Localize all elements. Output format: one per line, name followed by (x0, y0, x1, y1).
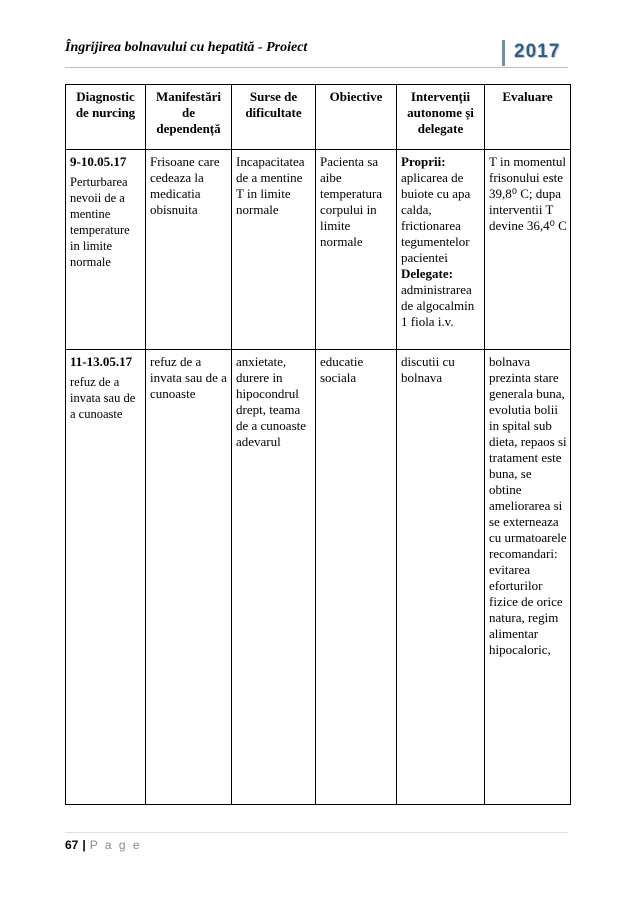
column-header-evaluare: Evaluare (485, 85, 571, 150)
interventii-text: discutii cu bolnava (401, 354, 455, 385)
interventii-delegate-label: Delegate: (401, 266, 453, 281)
cell-surse (232, 350, 316, 805)
evaluare-text: bolnava prezinta stare generala buna, evolutia bolii in spital sub dieta, repaos si tratament este buna, se obtine ameliorarea si se externeaza cu urmatoarele recomandari: evitarea eforturilor fizice de orice natura, regim alimentar hipocaloric, (489, 354, 567, 657)
cell-evaluare (485, 350, 571, 805)
page-number: 67 (65, 838, 79, 852)
table-header-row (66, 85, 571, 150)
interventii-proprii-text: aplicarea de buiote cu apa calda, frictionarea tegumentelor pacientei (401, 170, 471, 265)
surse-text: Incapacitatea de a mentine T in limite normale (236, 154, 305, 217)
cell-obiective (316, 150, 397, 350)
column-header-obiective: Obiective (316, 85, 397, 150)
page-label: P a g e (89, 838, 142, 852)
document-header-title: Îngrijirea bolnavului cu hepatită - Proiect (65, 40, 308, 55)
cell-evaluare (485, 150, 571, 350)
header-year: 2017 (514, 41, 561, 62)
cell-diagnostic (66, 350, 146, 805)
page-footer (65, 838, 142, 852)
manifestari-text: refuz de a invata sau de a cunoaste (150, 354, 227, 401)
cell-diagnostic (66, 150, 146, 350)
nursing-care-table (65, 84, 571, 805)
footer-separator: | (82, 838, 86, 852)
diagnostic-text: refuz de a invata sau de a cunoaste (70, 375, 136, 421)
header-year-badge (502, 38, 560, 64)
header-year-accent-bar (502, 40, 505, 66)
column-header-diagnostic: Diagnostic de nurcing (66, 85, 146, 150)
cell-manifestari (146, 350, 232, 805)
column-header-surse: Surse de dificultate (232, 85, 316, 150)
cell-interventii (397, 150, 485, 350)
cell-obiective (316, 350, 397, 805)
column-header-manifestari: Manifestări de dependență (146, 85, 232, 150)
interventii-delegate-text: administrarea de algocalmin 1 fiola i.v. (401, 282, 475, 329)
column-header-interventii: Intervenții autonome și delegate (397, 85, 485, 150)
diagnostic-text: Perturbarea nevoii de a mentine temperature in limite normale (70, 175, 130, 269)
manifestari-text: Frisoane care cedeaza la medicatia obisnuita (150, 154, 220, 217)
obiective-text: Pacienta sa aibe temperatura corpului in limite normale (320, 154, 383, 249)
row-date: 9-10.05.17 (70, 154, 127, 169)
cell-surse (232, 150, 316, 350)
header-divider (65, 67, 568, 68)
cell-manifestari (146, 150, 232, 350)
table-row (66, 350, 571, 805)
footer-divider (65, 832, 568, 833)
cell-interventii (397, 350, 485, 805)
obiective-text: educatie sociala (320, 354, 364, 385)
evaluare-text: T in momentul frisonului este 39,8⁰ C; dupa interventii T devine 36,4⁰ C (489, 154, 567, 233)
row-date: 11-13.05.17 (70, 354, 133, 369)
interventii-proprii-label: Proprii: (401, 154, 446, 169)
table-row (66, 150, 571, 350)
surse-text: anxietate, durere in hipocondrul drept, teama de a cunoaste adevarul (236, 354, 307, 449)
